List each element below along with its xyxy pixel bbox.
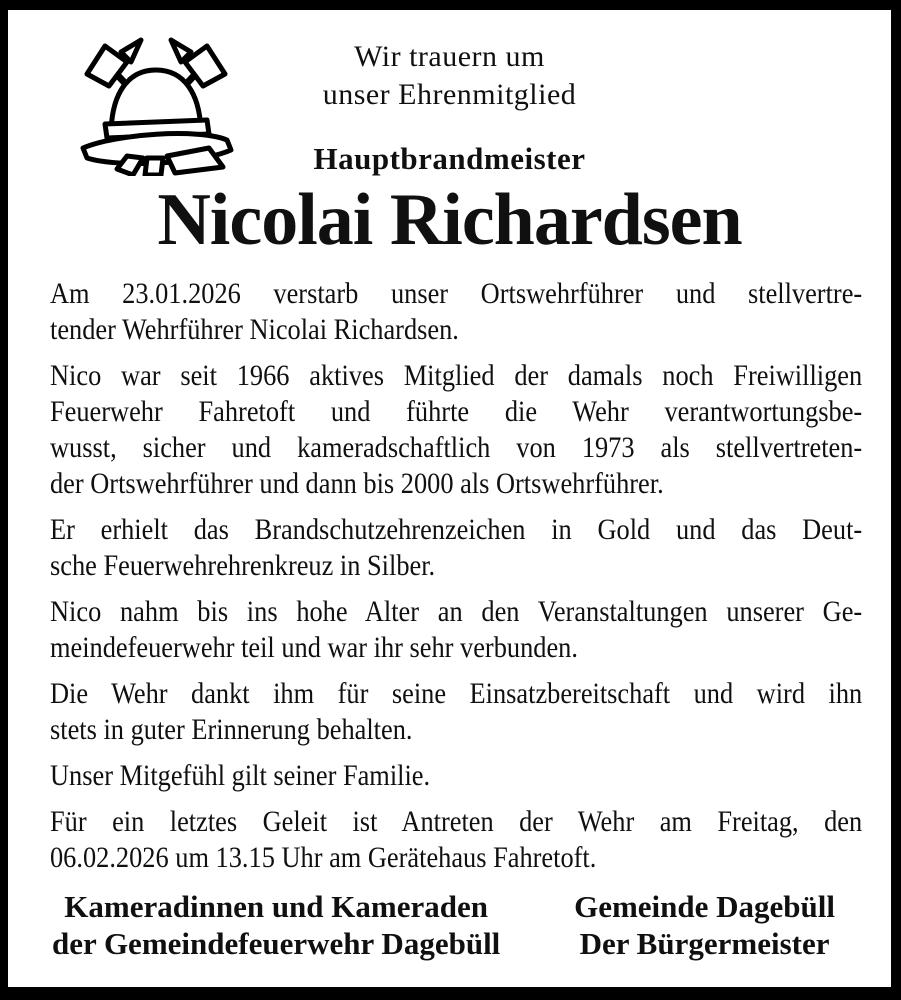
signature-line: Gemeinde Dagebüll — [574, 889, 835, 924]
paragraph-line: Für ein letztes Geleit ist Antreten der Wehr am Freitag, den — [50, 805, 863, 838]
paragraph — [50, 358, 862, 502]
paragraph-line: Er erhielt das Brandschutzehrenzeichen in Gold und das Deut- — [50, 513, 863, 546]
signature-line: der Gemeindefeuerwehr Dagebüll — [52, 926, 501, 961]
paragraph-line: stets in guter Erinnerung behalten. — [50, 713, 413, 746]
paragraph — [50, 804, 862, 876]
paragraph-line: Nico nahm bis ins hohe Alter an den Veranstaltungen unserer Ge- — [50, 595, 863, 628]
paragraph-line: meindefeuerwehr teil und war ihr sehr verbunden. — [50, 631, 578, 664]
notice-header — [8, 10, 891, 260]
fire-helmet-crossed-axes-icon — [70, 36, 242, 176]
paragraph — [50, 276, 862, 348]
paragraph — [50, 512, 862, 584]
signature-line: Der Bürgermeister — [579, 926, 830, 961]
paragraph-line: Am 23.01.2026 verstarb unser Ortswehrführer und stellvertre- — [50, 277, 863, 310]
paragraph-line: tender Wehrführer Nicolai Richardsen. — [50, 313, 459, 346]
deceased-name: Nicolai Richardsen — [157, 179, 742, 261]
paragraph-line: Feuerwehr Fahretoft und führte die Wehr verantwortungsbe- — [50, 395, 863, 428]
paragraph — [50, 594, 862, 666]
signature-line: Kameradinnen und Kameraden — [64, 889, 488, 924]
mourning-intro-line2: unser Ehrenmitglied — [322, 78, 577, 111]
signature-left-column — [52, 888, 500, 962]
rank-title: Hauptbrandmeister — [313, 141, 586, 176]
paragraph-line: Nico war seit 1966 aktives Mitglied der damals noch Freiwilligen — [50, 359, 863, 392]
paragraph — [50, 676, 862, 748]
paragraph-line: der Ortswehrführer und dann bis 2000 als Ortswehrführer. — [50, 467, 664, 500]
paragraph-line: 06.02.2026 um 13.15 Uhr am Gerätehaus Fahretoft. — [50, 841, 597, 874]
signature-right-column — [574, 888, 835, 962]
signature-block — [52, 888, 835, 962]
paragraph-line: sche Feuerwehrehrenkreuz in Silber. — [50, 549, 436, 582]
mourning-intro-line1: Wir trauern um — [354, 40, 545, 73]
paragraph — [50, 758, 862, 794]
paragraph-line: Unser Mitgefühl gilt seiner Familie. — [50, 759, 431, 792]
paragraph-line: wusst, sicher und kameradschaftlich von 1973 als stellvertreten- — [50, 431, 863, 464]
paragraph-line: Die Wehr dankt ihm für seine Einsatzbereitschaft und wird ihn — [50, 677, 863, 710]
obituary-text — [50, 276, 862, 876]
